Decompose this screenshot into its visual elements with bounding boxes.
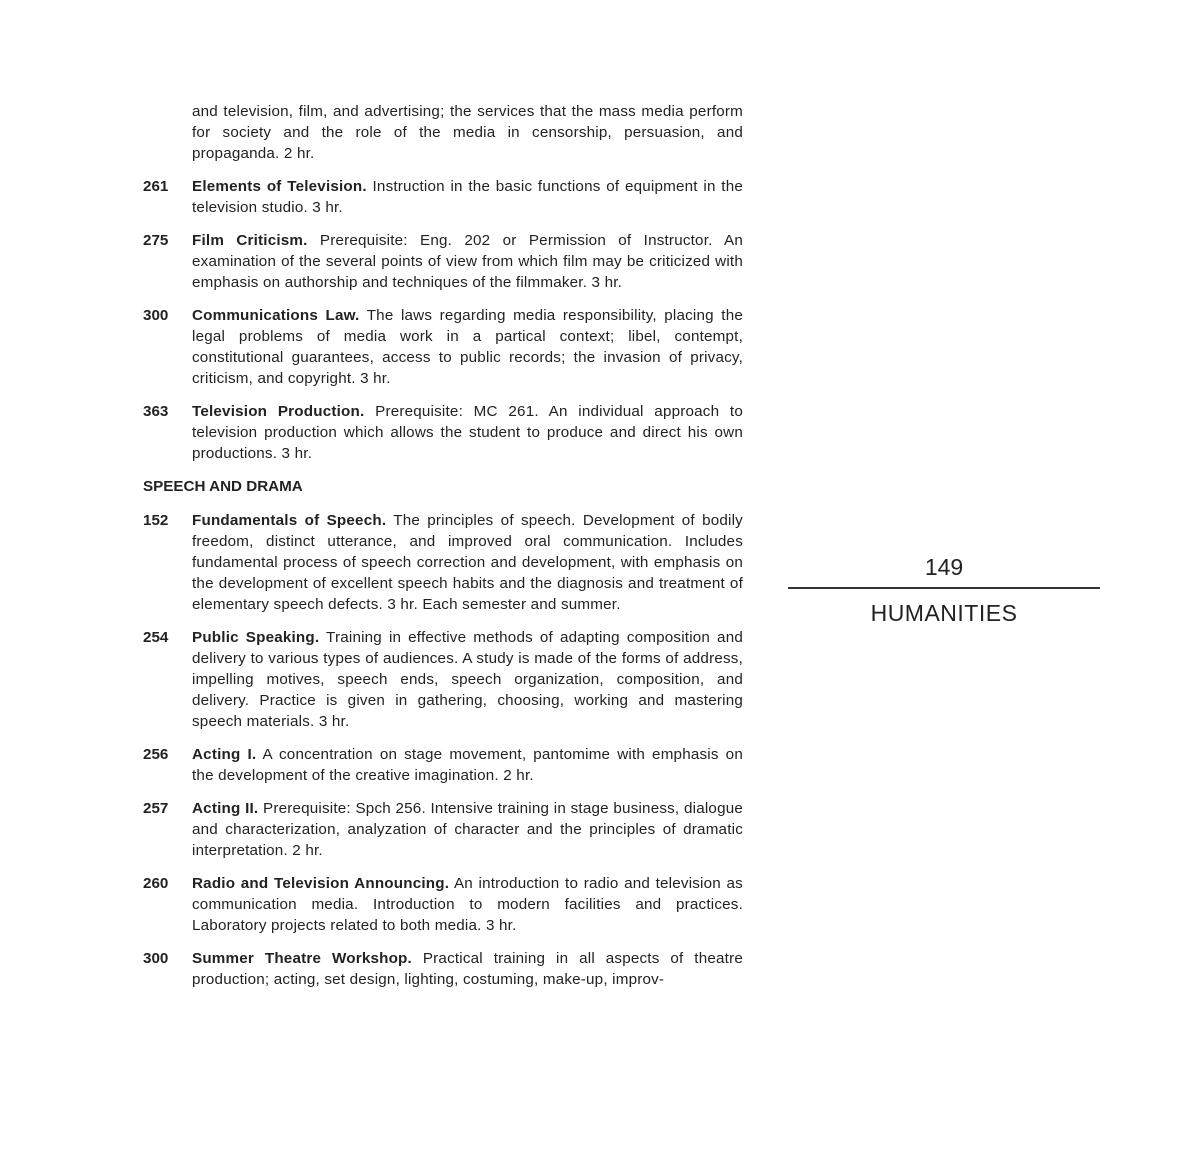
course-description: An introduction to radio and television as communication media. Introduction to modern facilities and practices. Laboratory projects related to both media. 3 hr.: [192, 875, 743, 934]
course-text: [192, 401, 743, 464]
course-description: The laws regarding media responsibility, placing the legal problems of media work in a partical context; libel, contempt, constitutional guarantees, access to public records; the invasion of privacy, criticism, and copyright. 3 hr.: [192, 307, 743, 387]
course-description: Prerequisite: Eng. 202 or Permission of Instructor. An examination of the several points of view from which film may be criticized with emphasis on authorship and techniques of the filmmaker. 3 hr.: [192, 232, 743, 291]
course-number: 256: [143, 746, 169, 763]
course-title: Film Criticism.: [192, 232, 308, 249]
course-text: [192, 230, 743, 293]
course-text: [192, 744, 743, 786]
continued-course-description: and television, film, and advertising; the services that the mass media perform for society and the role of the media in censorship, persuasion, and propaganda. 2 hr.: [192, 103, 743, 162]
course-text: [192, 948, 743, 990]
page-tab: [788, 553, 1100, 627]
course-number: 363: [143, 403, 169, 420]
course-entry: [143, 627, 743, 732]
course-text: [192, 176, 743, 218]
course-entry: [143, 798, 743, 861]
course-listing-column: [143, 101, 743, 1002]
course-entry: [143, 873, 743, 936]
divider: [788, 587, 1100, 589]
course-entry: [143, 744, 743, 786]
course-number: 257: [143, 800, 169, 817]
course-number: 275: [143, 232, 169, 249]
course-entry: [143, 401, 743, 464]
course-text: [192, 798, 743, 861]
department-label: HUMANITIES: [870, 600, 1018, 626]
course-description: The principles of speech. Development of bodily freedom, distinct utterance, and improved oral communication. Includes fundamental process of speech correction and development, with emphasis on the development of excellent speech habits and the diagnosis and treatment of elementary speech defects. 3 hr. Each semester and summer.: [192, 512, 743, 613]
course-number: 260: [143, 875, 169, 892]
course-title: Public Speaking.: [192, 629, 320, 646]
section-heading: SPEECH AND DRAMA: [143, 478, 303, 495]
course-description: Practical training in all aspects of theatre production; acting, set design, lighting, costuming, make-up, improv-: [192, 950, 743, 988]
course-entry: [143, 176, 743, 218]
course-text: [192, 510, 743, 615]
course-title: Elements of Television.: [192, 178, 367, 195]
course-title: Acting I.: [192, 746, 257, 763]
course-description: Instruction in the basic functions of equipment in the television studio. 3 hr.: [192, 178, 743, 216]
course-entry: [143, 510, 743, 615]
course-number: 261: [143, 178, 169, 195]
course-description: Prerequisite: MC 261. An individual approach to television production which allows the student to produce and direct his own productions. 3 hr.: [192, 403, 744, 462]
course-title: Acting II.: [192, 800, 259, 817]
course-title: Television Production.: [192, 403, 365, 420]
course-number: 300: [143, 307, 169, 324]
course-text: [192, 873, 743, 936]
course-number: 300: [143, 950, 169, 967]
course-title: Summer Theatre Workshop.: [192, 950, 412, 967]
course-entry: [143, 948, 743, 990]
course-title: Radio and Television Announcing.: [192, 875, 450, 892]
course-description: Prerequisite: Spch 256. Intensive training in stage business, dialogue and characterization, analyzation of character and the principles of dramatic interpretation. 2 hr.: [192, 800, 744, 859]
course-description: A concentration on stage movement, pantomime with emphasis on the development of the creative imagination. 2 hr.: [192, 746, 743, 784]
course-title: Communications Law.: [192, 307, 360, 324]
page-number: 149: [924, 554, 964, 580]
course-text: [192, 627, 743, 732]
course-title: Fundamentals of Speech.: [192, 512, 387, 529]
course-entry: [143, 305, 743, 389]
course-number: 254: [143, 629, 169, 646]
course-description: Training in effective methods of adapting composition and delivery to various types of audiences. A study is made of the forms of address, impelling motives, speech ends, speech organization, composition, and delivery. Practice is given in gathering, choosing, working and mastering speech materials. 3 hr.: [192, 629, 743, 730]
course-entry: [143, 230, 743, 293]
course-text: [192, 305, 743, 389]
course-number: 152: [143, 512, 169, 529]
